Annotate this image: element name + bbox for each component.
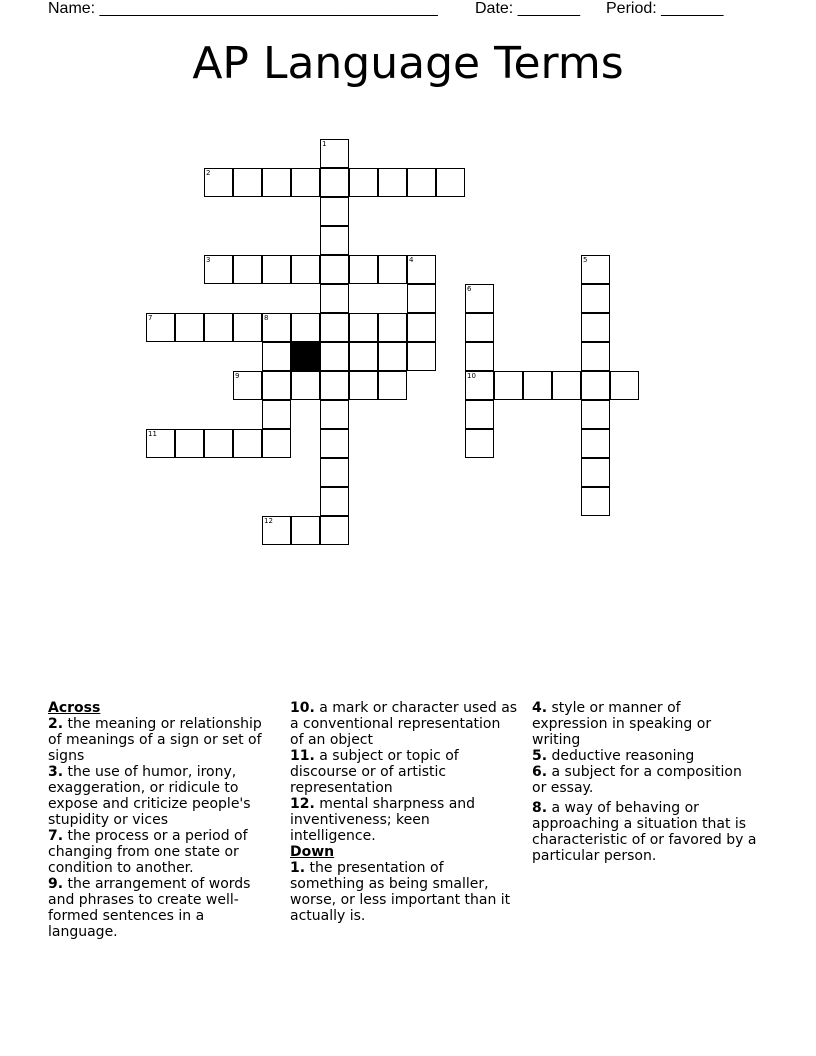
grid-cell[interactable] <box>320 458 349 487</box>
grid-cell[interactable] <box>204 168 233 197</box>
down-heading: Down <box>290 844 335 860</box>
clue-number: 1 <box>322 140 327 148</box>
grid-cell[interactable] <box>465 284 494 313</box>
grid-cell[interactable] <box>146 313 175 342</box>
grid-cell[interactable] <box>175 429 204 458</box>
grid-cell[interactable] <box>233 255 262 284</box>
grid-cell[interactable] <box>320 313 349 342</box>
grid-cell[interactable] <box>291 516 320 545</box>
grid-cell[interactable] <box>465 313 494 342</box>
grid-cell[interactable] <box>233 371 262 400</box>
clue-number: 6 <box>467 285 472 293</box>
clue-number: 2 <box>206 169 211 177</box>
grid-cell[interactable] <box>262 342 291 371</box>
grid-cell[interactable] <box>349 371 378 400</box>
across-clue: 7. the process or a period of changing from one state or condition to another. <box>48 828 248 876</box>
grid-cell[interactable] <box>320 371 349 400</box>
grid-cell[interactable] <box>320 284 349 313</box>
down-clue: 4. style or manner of expression in speaking or writing <box>532 700 712 748</box>
clue-number: 3 <box>206 256 211 264</box>
grid-cell[interactable] <box>175 313 204 342</box>
grid-cell[interactable] <box>262 168 291 197</box>
grid-cell[interactable] <box>204 313 233 342</box>
grid-cell[interactable] <box>262 429 291 458</box>
grid-cell[interactable] <box>581 400 610 429</box>
clue-column-2 <box>290 700 518 924</box>
across-clue: 10. a mark or character used as a conventional representation of an object <box>290 700 518 748</box>
grid-cell[interactable] <box>610 371 639 400</box>
grid-cell[interactable] <box>320 226 349 255</box>
grid-cell[interactable] <box>581 255 610 284</box>
grid-cell[interactable] <box>407 284 436 313</box>
down-clue: 6. a subject for a composition or essay. <box>532 764 742 796</box>
across-clue: 9. the arrangement of words and phrases to create well-formed sentences in a language. <box>48 876 251 940</box>
grid-cell[interactable] <box>320 400 349 429</box>
grid-cell[interactable] <box>581 342 610 371</box>
grid-cell[interactable] <box>581 458 610 487</box>
grid-cell[interactable] <box>581 487 610 516</box>
grid-cell[interactable] <box>581 313 610 342</box>
grid-cell[interactable] <box>291 371 320 400</box>
grid-cell[interactable] <box>552 371 581 400</box>
grid-cell[interactable] <box>465 342 494 371</box>
across-clue: 2. the meaning or relationship of meanings of a sign or set of signs <box>48 716 262 764</box>
grid-cell[interactable] <box>262 371 291 400</box>
grid-cell[interactable] <box>465 400 494 429</box>
grid-cell[interactable] <box>378 313 407 342</box>
clue-column-1 <box>48 700 276 940</box>
grid-cell[interactable] <box>581 429 610 458</box>
grid-cell[interactable] <box>378 342 407 371</box>
grid-cell[interactable] <box>320 255 349 284</box>
grid-cell[interactable] <box>378 168 407 197</box>
grid-cell[interactable] <box>407 255 436 284</box>
grid-cell[interactable] <box>320 342 349 371</box>
grid-cell[interactable] <box>320 197 349 226</box>
across-clue: 3. the use of humor, irony, exaggeration, or ridicule to expose and criticize people's stupidity or vices <box>48 764 251 828</box>
grid-cell[interactable] <box>436 168 465 197</box>
grid-cell[interactable] <box>204 255 233 284</box>
grid-cell[interactable] <box>204 429 233 458</box>
clue-number: 8 <box>264 314 269 322</box>
grid-cell[interactable] <box>494 371 523 400</box>
clue-number: 12 <box>264 517 273 525</box>
grid-cell[interactable] <box>523 371 552 400</box>
grid-cell[interactable] <box>378 371 407 400</box>
clue-column-3 <box>532 700 760 864</box>
grid-cell[interactable] <box>349 168 378 197</box>
clue-number: 7 <box>148 314 153 322</box>
blocked-cell <box>291 342 320 371</box>
grid-cell[interactable] <box>233 429 262 458</box>
period-field[interactable]: Period: _______ <box>606 0 724 17</box>
grid-cell[interactable] <box>291 313 320 342</box>
grid-cell[interactable] <box>581 284 610 313</box>
grid-cell[interactable] <box>407 342 436 371</box>
clue-number: 9 <box>235 372 240 380</box>
clue-number: 4 <box>409 256 414 264</box>
grid-cell[interactable] <box>349 313 378 342</box>
across-heading: Across <box>48 700 101 716</box>
grid-cell[interactable] <box>233 313 262 342</box>
down-clue: 1. the presentation of something as being smaller, worse, or less important than it actually is. <box>290 860 511 924</box>
date-field[interactable]: Date: _______ <box>475 0 580 17</box>
grid-cell[interactable] <box>262 313 291 342</box>
name-field[interactable]: Name: ______________________________________ <box>48 0 438 17</box>
grid-cell[interactable] <box>233 168 262 197</box>
grid-cell[interactable] <box>320 429 349 458</box>
grid-cell[interactable] <box>262 255 291 284</box>
grid-cell[interactable] <box>465 371 494 400</box>
across-clue: 12. mental sharpness and inventiveness; keen intelligence. <box>290 796 476 844</box>
grid-cell[interactable] <box>320 516 349 545</box>
clue-number: 11 <box>148 430 157 438</box>
clue-number: 10 <box>467 372 476 380</box>
grid-cell[interactable] <box>349 255 378 284</box>
grid-cell[interactable] <box>262 516 291 545</box>
grid-cell[interactable] <box>146 429 175 458</box>
grid-cell[interactable] <box>320 487 349 516</box>
grid-cell[interactable] <box>581 371 610 400</box>
grid-cell[interactable] <box>407 168 436 197</box>
grid-cell[interactable] <box>262 400 291 429</box>
down-clue: 8. a way of behaving or approaching a situation that is characteristic of or favored by a particular person. <box>532 800 757 864</box>
down-clue: 5. deductive reasoning <box>532 748 695 764</box>
grid-cell[interactable] <box>320 168 349 197</box>
grid-cell[interactable] <box>320 139 349 168</box>
grid-cell[interactable] <box>291 168 320 197</box>
grid-cell[interactable] <box>378 255 407 284</box>
across-clue: 11. a subject or topic of discourse or of artistic representation <box>290 748 459 796</box>
grid-cell[interactable] <box>465 429 494 458</box>
puzzle-title: AP Language Terms <box>192 38 624 89</box>
grid-cell[interactable] <box>291 255 320 284</box>
grid-cell[interactable] <box>349 342 378 371</box>
grid-cell[interactable] <box>407 313 436 342</box>
clue-number: 5 <box>583 256 588 264</box>
